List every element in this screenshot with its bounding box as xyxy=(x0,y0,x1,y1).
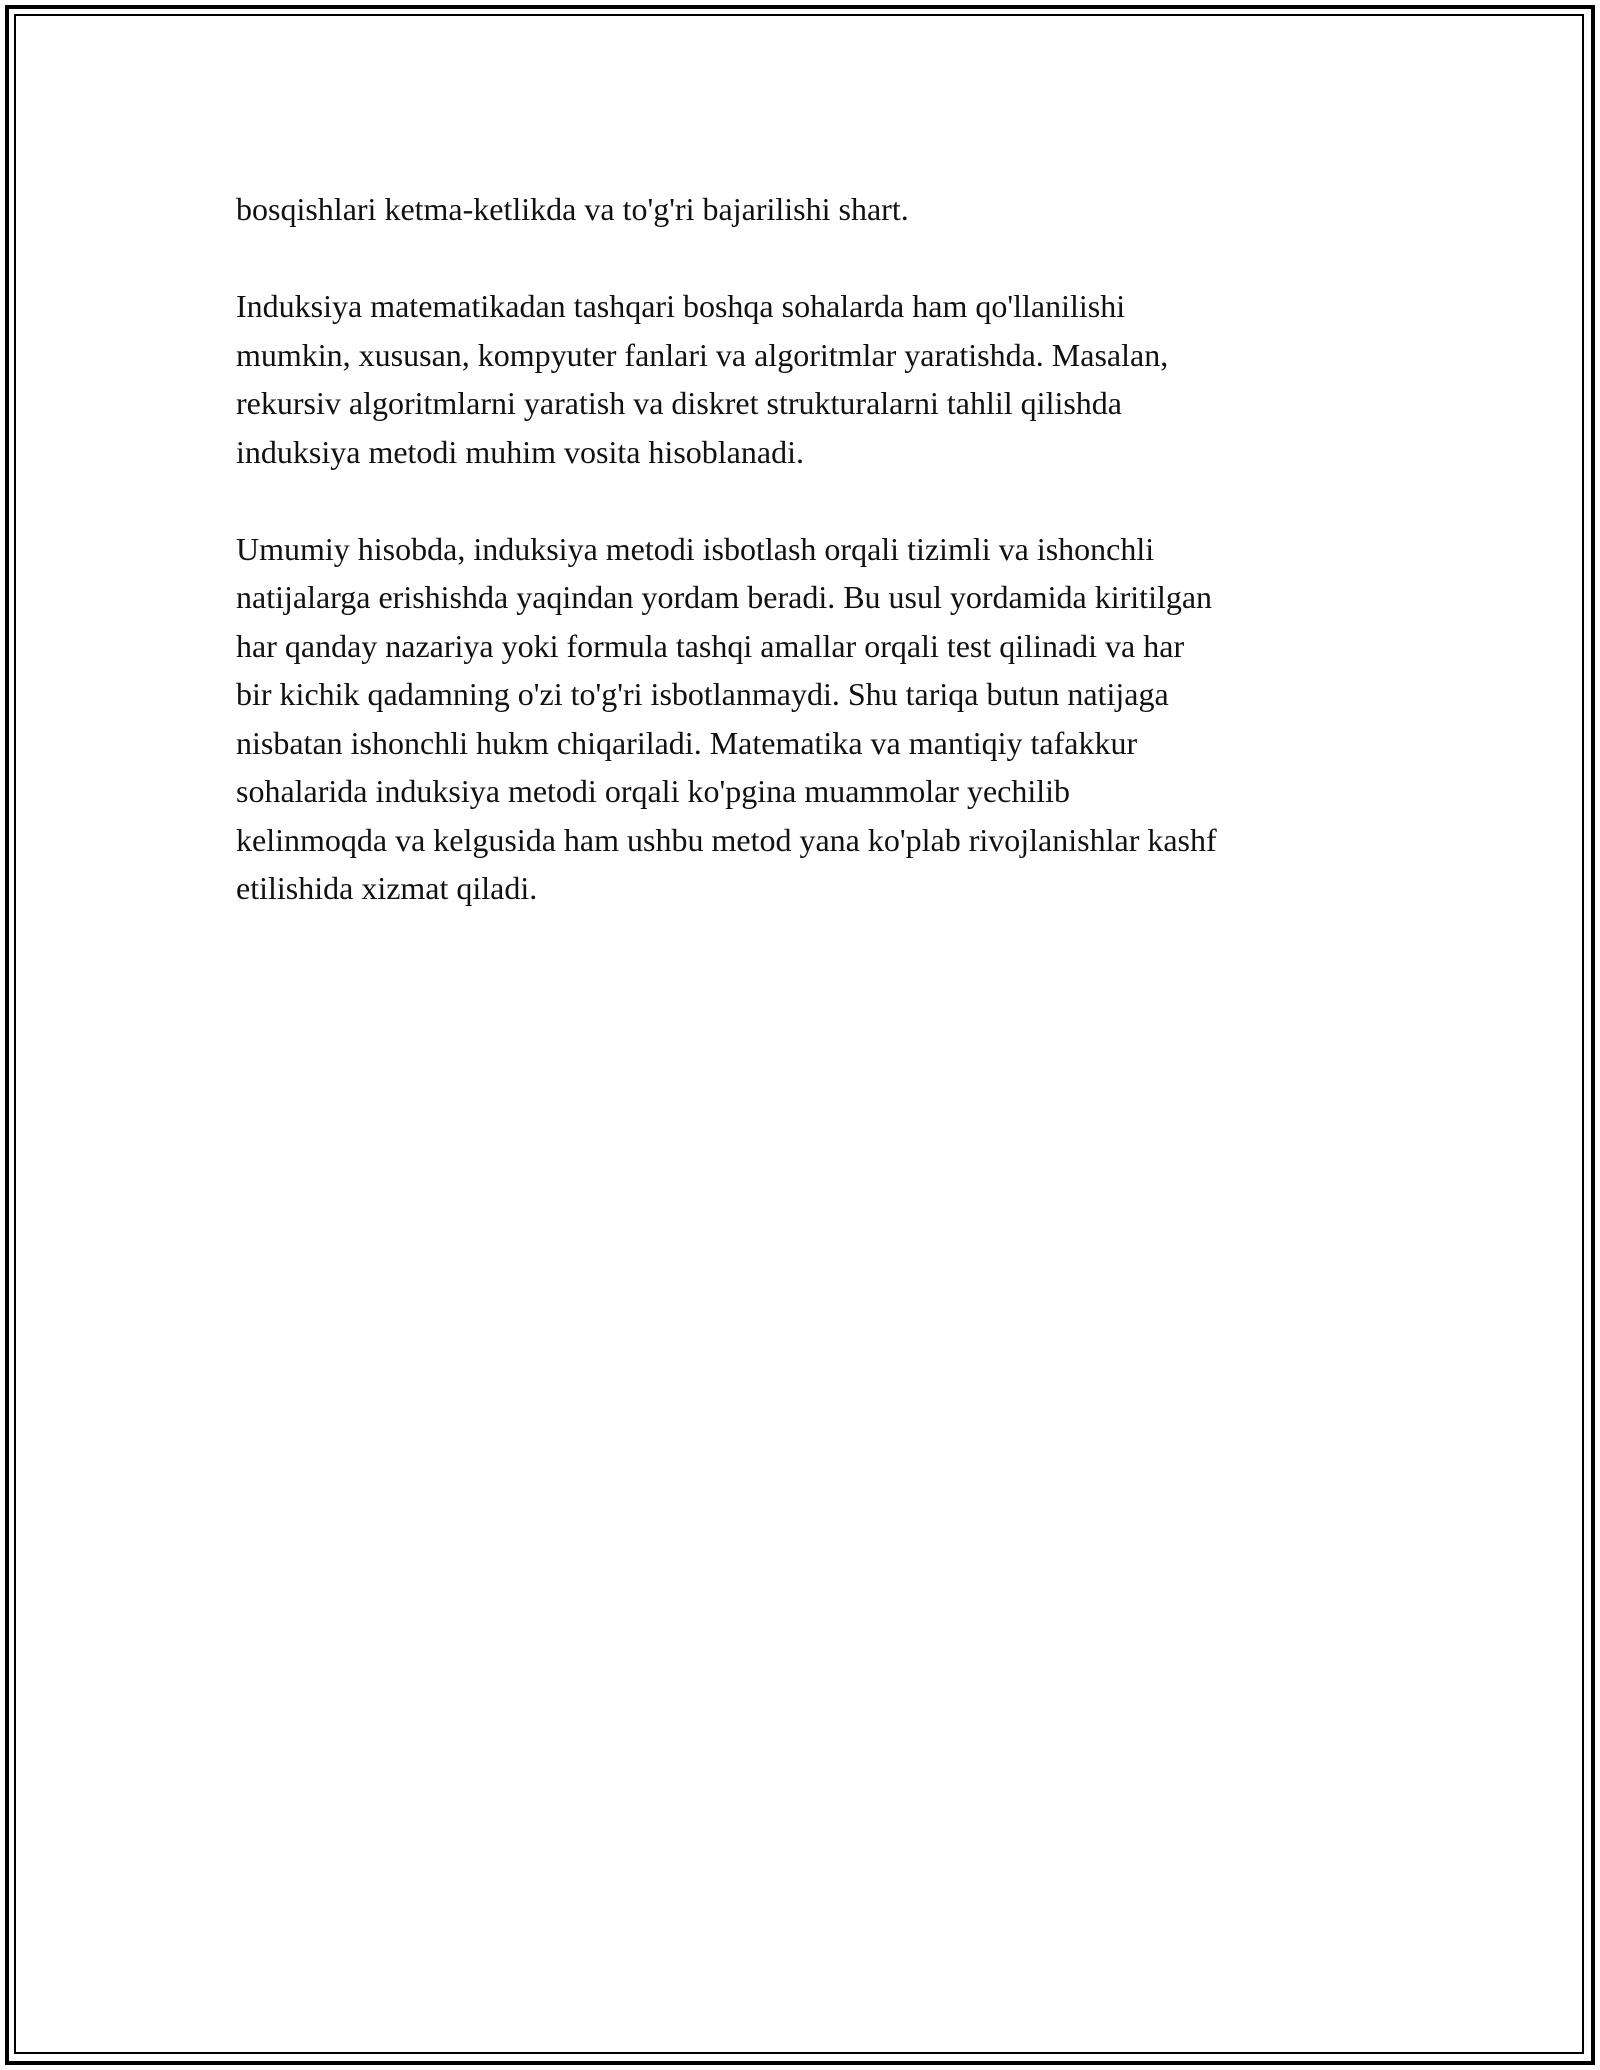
paragraph-continuation xyxy=(236,185,1366,234)
text-line: har qanday nazariya yoki formula tashqi amallar orqali test qilinadi va har xyxy=(236,627,1185,664)
document-body xyxy=(236,185,1366,961)
text-line: etilishida xizmat qiladi. xyxy=(236,870,538,906)
text-line: mumkin, xususan, kompyuter fanlari va algoritmlar yaratishda. Masalan, xyxy=(236,336,1169,373)
text-line: kelinmoqda va kelgusida ham ushbu metod yana ko'plab rivojlanishlar kashf xyxy=(236,821,1217,858)
text-line: nisbatan ishonchli hukm chiqariladi. Matematika va mantiqiy tafakkur xyxy=(236,724,1138,761)
paragraph-applications xyxy=(236,282,1366,476)
text-line: sohalarida induksiya metodi orqali ko'pgina muammolar yechilib xyxy=(236,773,1071,809)
text-line: rekursiv algoritmlarni yaratish va diskret strukturalarni tahlil qilishda xyxy=(236,385,1122,421)
text-line: Induksiya matematikadan tashqari boshqa sohalarda ham qo'llanilishi xyxy=(236,288,1126,324)
text-line: bosqishlari ketma-ketlikda va to'g'ri bajarilishi shart. xyxy=(236,191,909,227)
text-line: induksiya metodi muhim vosita hisoblanadi. xyxy=(236,433,804,470)
text-line: natijalarga erishishda yaqindan yordam beradi. Bu usul yordamida kiritilgan xyxy=(236,579,1213,615)
text-line: bir kichik qadamning o'zi to'g'ri isbotlanmaydi. Shu tariqa butun natijaga xyxy=(236,676,1169,712)
text-line: Umumiy hisobda, induksiya metodi isbotlash orqali tizimli va ishonchli xyxy=(236,530,1155,567)
paragraph-conclusion xyxy=(236,525,1366,913)
